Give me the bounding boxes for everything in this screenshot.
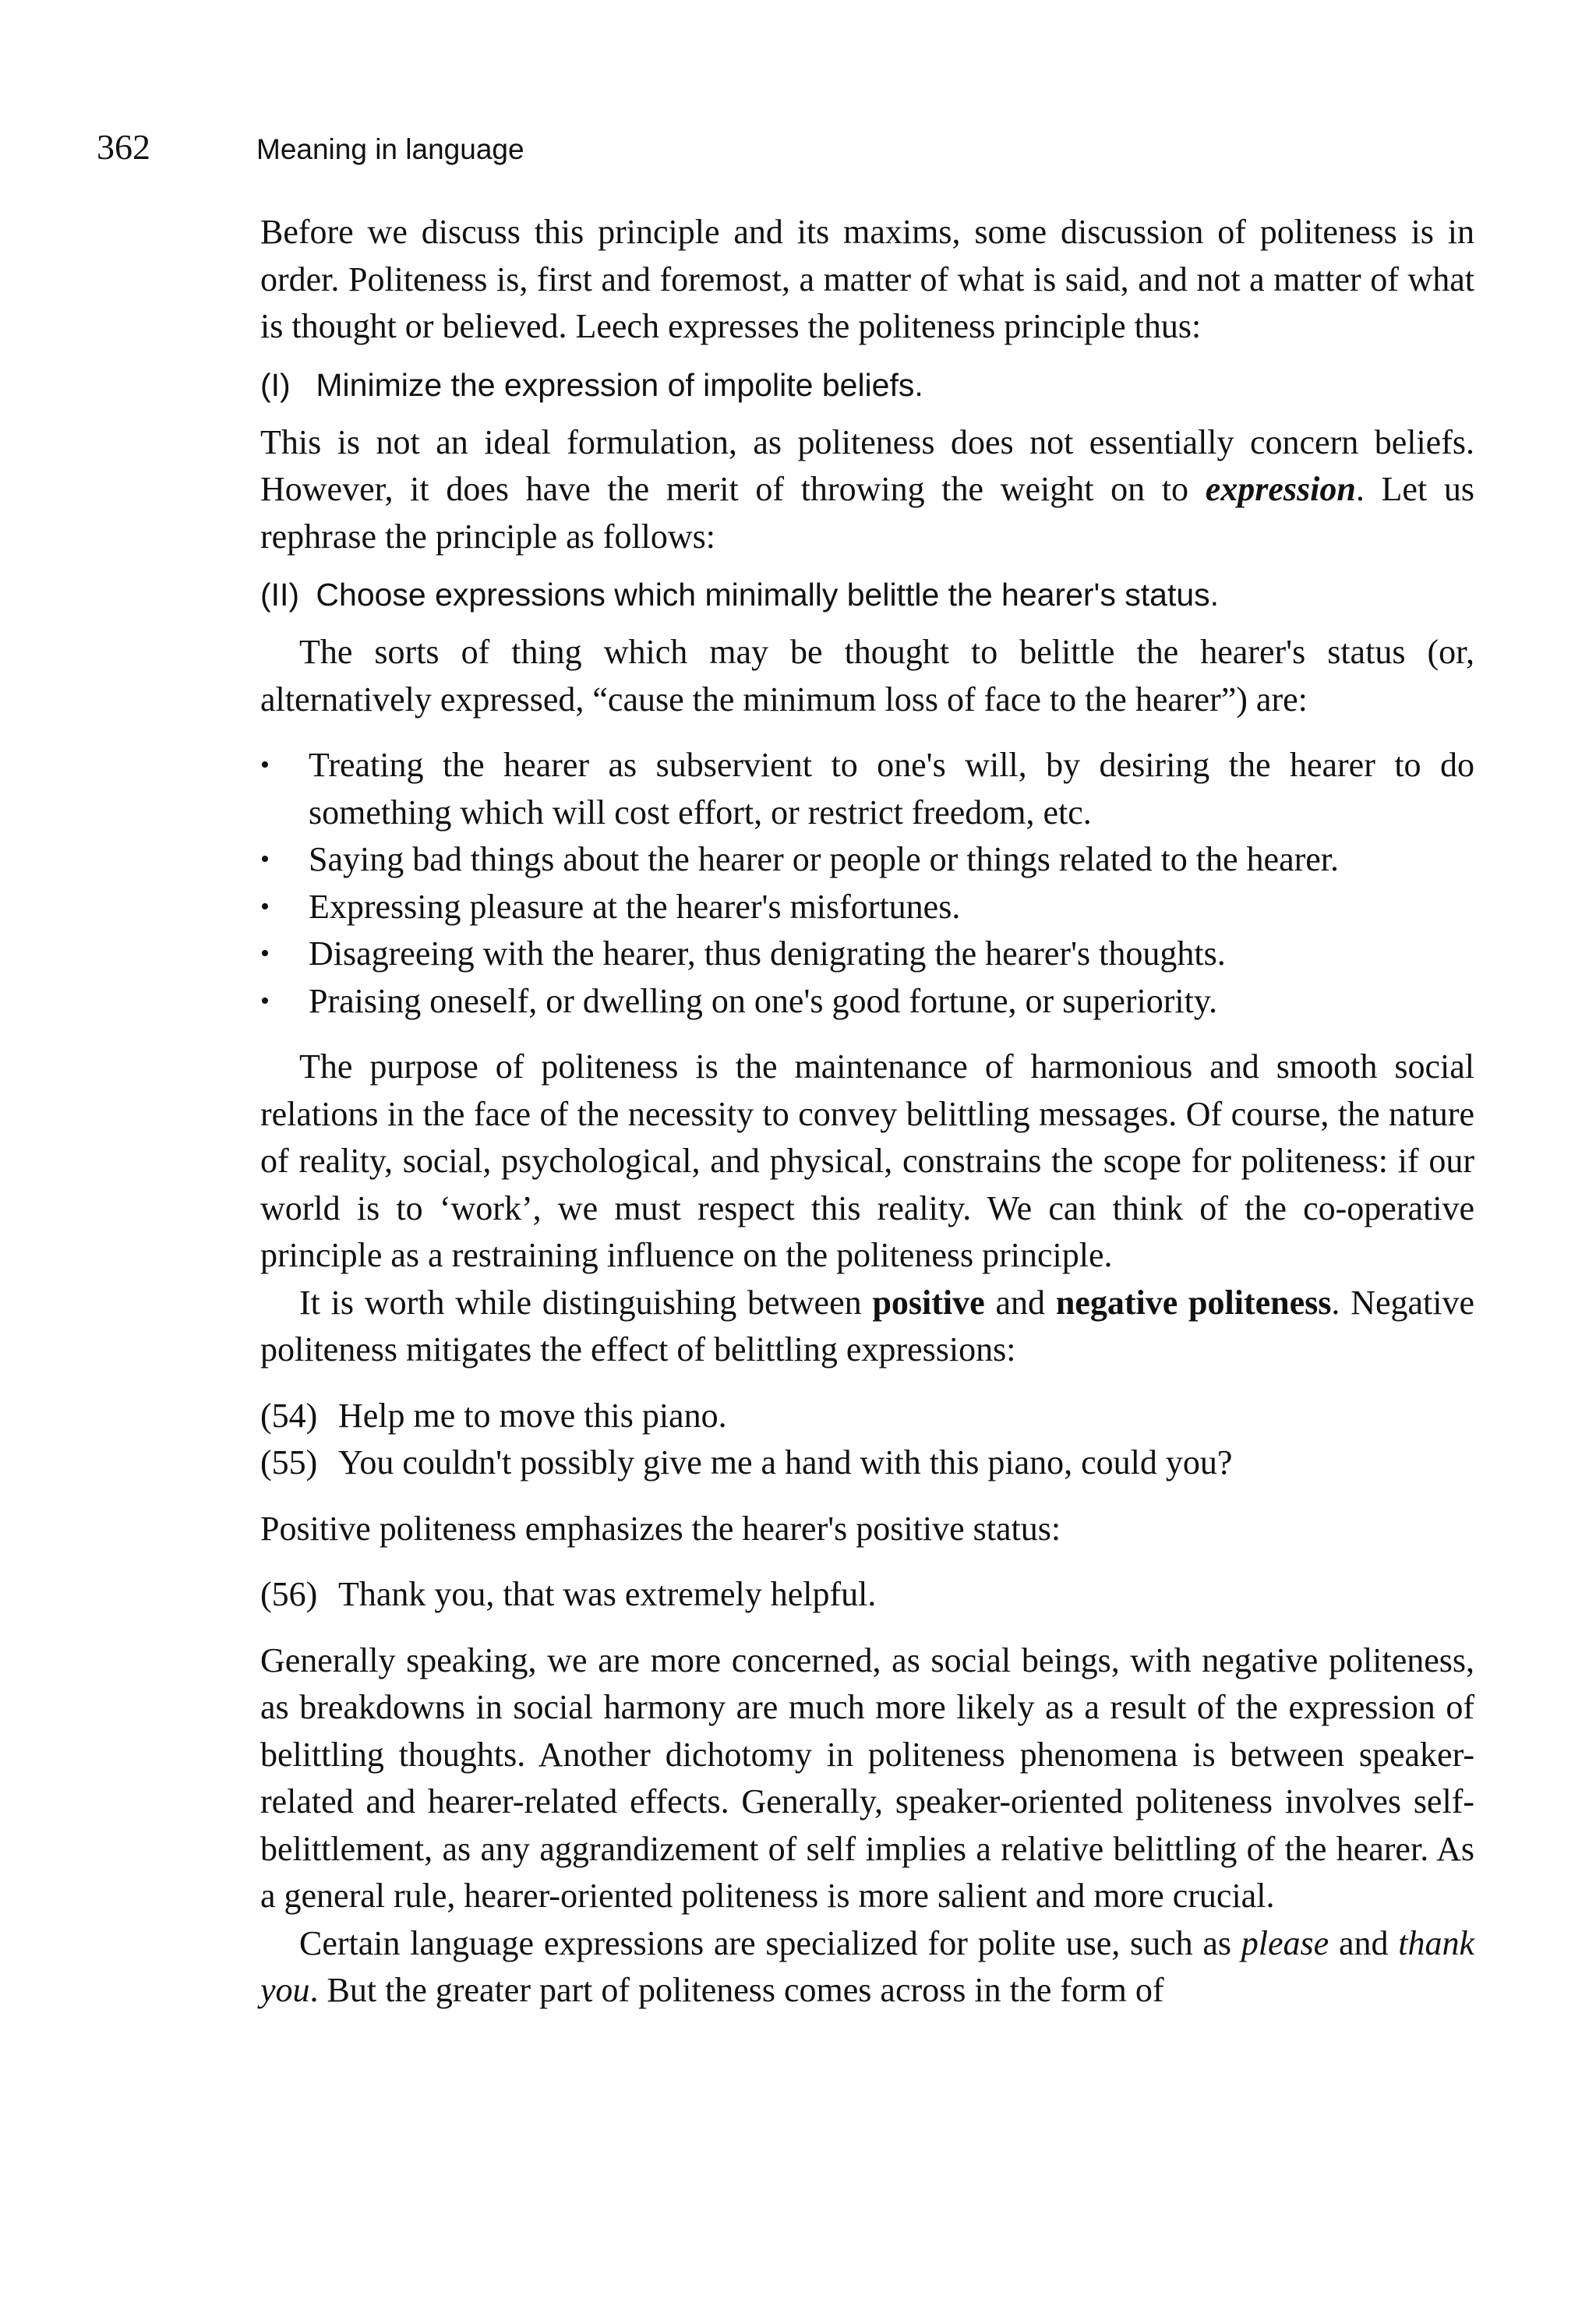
principle-one-text: Minimize the expression of impolite beliefs.	[316, 366, 923, 403]
example-number: (54)	[260, 1396, 318, 1435]
bullet-icon: •	[260, 892, 270, 921]
list-item-text: Praising oneself, or dwelling on one's good fortune, or superiority.	[309, 981, 1217, 1020]
bullet-list	[260, 742, 1474, 1025]
paragraph-certain-end: . But the greater part of politeness comes across in the form of	[309, 1971, 1164, 2009]
bullet-icon: •	[260, 845, 270, 874]
paragraph-formulation-end: . Let us rephrase the principle as follows:	[260, 470, 1474, 556]
example-text: You couldn't possibly give me a hand with this piano, could you?	[338, 1443, 1233, 1481]
example-number: (56)	[260, 1575, 318, 1613]
paragraph-certain	[260, 1920, 1474, 2015]
list-item	[260, 931, 1474, 978]
examples-negative	[260, 1393, 1474, 1487]
example-item	[260, 1571, 1474, 1619]
example-text: Thank you, that was extremely helpful.	[338, 1575, 877, 1613]
running-header	[97, 126, 524, 168]
list-item-text: Disagreeing with the hearer, thus denigrating the hearer's thoughts.	[309, 934, 1226, 973]
paragraph-certain-and: and	[1329, 1923, 1399, 1962]
emphasis-thank-you: thank you	[260, 1923, 1475, 2009]
body-text	[260, 209, 1474, 2015]
principle-two-text: Choose expressions which minimally belittle the hearer's status.	[316, 577, 1220, 613]
paragraph-certain-text: Certain language expressions are specialized for polite use, such as	[299, 1923, 1241, 1962]
emphasis-expression: expression	[1205, 470, 1356, 508]
list-item-text: Treating the hearer as subservient to one's will, by desiring the hearer to do something which will cost effort, or restrict freedom, etc.	[309, 746, 1474, 832]
principle-two	[260, 571, 1474, 618]
paragraph-positive: Positive politeness emphasizes the hearer's positive status:	[260, 1509, 1061, 1548]
bullet-icon: •	[260, 939, 270, 968]
paragraph-distinction-text: It is worth while distinguishing between	[299, 1283, 873, 1322]
principle-one	[260, 362, 1474, 408]
term-negative-politeness: negative politeness	[1055, 1283, 1332, 1322]
term-positive: positive	[872, 1283, 985, 1322]
paragraph-distinction-and: and	[984, 1283, 1056, 1322]
example-item	[260, 1439, 1474, 1487]
list-item	[260, 742, 1474, 836]
running-title: Meaning in language	[256, 133, 524, 165]
paragraph-distinction	[260, 1280, 1474, 1374]
list-item	[260, 884, 1474, 931]
paragraph-belittle: The sorts of thing which may be thought to belittle the hearer's status (or, alternatively expressed, “cause the minimum loss of face to the hearer”) are:	[260, 633, 1474, 719]
example-text: Help me to move this piano.	[338, 1396, 727, 1435]
example-number: (55)	[260, 1443, 318, 1481]
bullet-icon: •	[260, 750, 270, 779]
list-item-text: Expressing pleasure at the hearer's misfortunes.	[309, 887, 961, 926]
page-number: 362	[97, 127, 150, 167]
bullet-icon: •	[260, 986, 270, 1015]
list-item	[260, 836, 1474, 884]
principle-one-number: (I)	[260, 366, 291, 403]
list-item-text: Saying bad things about the hearer or people or things related to the hearer.	[309, 840, 1340, 878]
paragraph-distinction-end: . Negative politeness mitigates the effect of belittling expressions:	[260, 1283, 1475, 1368]
paragraph-formulation-text: This is not an ideal formulation, as politeness does not essentially concern beliefs. However, it does have the merit of throwing the weight on to	[260, 422, 1474, 508]
paragraph-purpose: The purpose of politeness is the maintenance of harmonious and smooth social relations in the face of the necessity to convey belittling messages. Of course, the nature of reality, social, psychological, and physical, constrains the scope for politeness: if our world is to ‘work’, we must respect this reality. We can think of the co-operative principle as a restraining influence on the politeness principle.	[260, 1047, 1474, 1274]
paragraph-formulation	[260, 419, 1474, 561]
emphasis-please: please	[1241, 1923, 1329, 1962]
principle-two-number: (II)	[260, 577, 300, 613]
paragraph-generally: Generally speaking, we are more concerned, as social beings, with negative politeness, as breakdowns in social harmony are much more likely as a result of the expression of belittling thoughts. Another dichotomy in politeness phenomena is between speaker-related and hearer-related effects. Generally, speaker-oriented politeness involves self-belittlement, as any aggrandizement of self implies a relative belittling of the hearer. As a general rule, hearer-oriented politeness is more salient and more crucial.	[260, 1640, 1474, 1915]
list-item	[260, 978, 1474, 1026]
examples-positive	[260, 1571, 1474, 1619]
paragraph-intro: Before we discuss this principle and its maxims, some discussion of politeness is in order. Politeness is, first and foremost, a matter of what is said, and not a matter of what is thought or believed. Leech expresses the politeness principle thus:	[260, 213, 1474, 345]
example-item	[260, 1393, 1474, 1440]
